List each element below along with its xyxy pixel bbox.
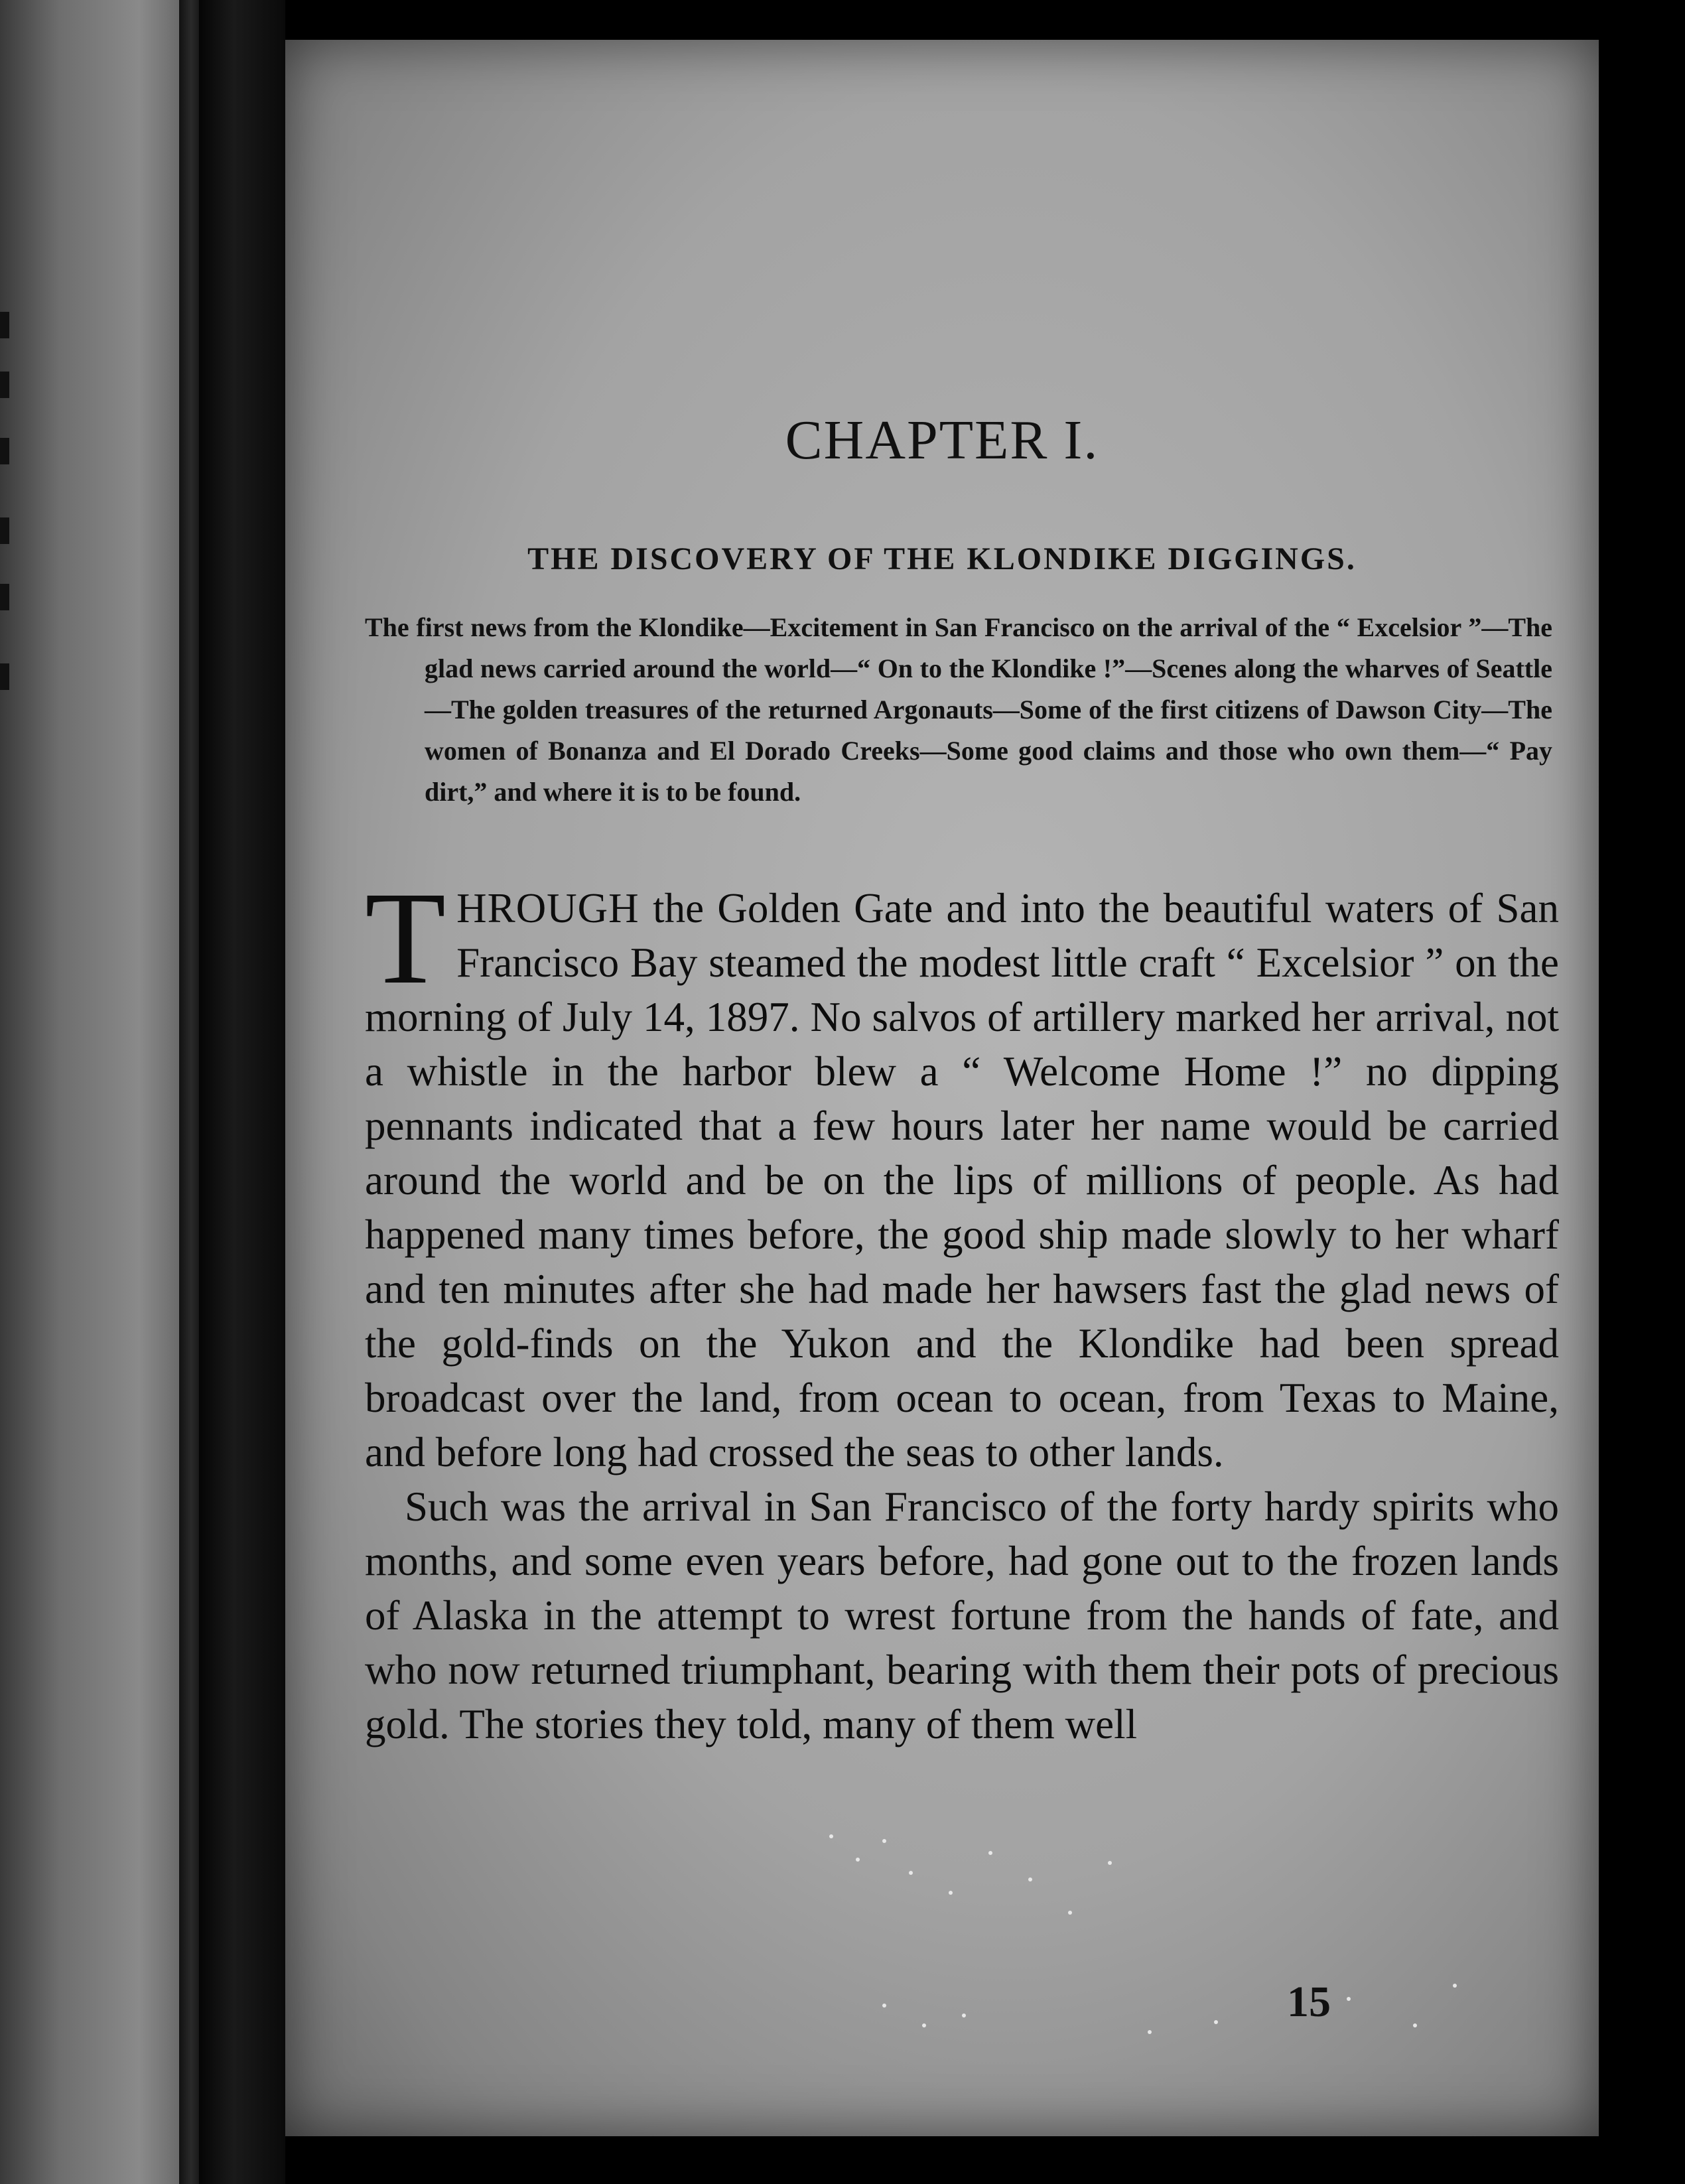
speckle: [1347, 1997, 1351, 2001]
margin-mark: [0, 438, 9, 464]
speckle: [988, 1851, 992, 1855]
drop-cap: T: [365, 865, 446, 1012]
body-text: [365, 865, 1559, 1751]
speckle: [1148, 2030, 1152, 2034]
page-number: 15: [1287, 1978, 1331, 2026]
speckle: [962, 2013, 966, 2017]
speckle: [922, 2023, 926, 2027]
first-word-rest: HROUGH: [456, 885, 640, 931]
paragraph-text: the Golden Gate and into the beautiful waters of San Francisco Bay steamed the modest little craft “ Excelsior ” on the morning of July 14, 1897. No salvos of artillery marked her arrival, not a whistle in the harbor blew a “ Welcome Home !” no dipping pennants indicated that a few hours later her name would be carried around the world and be on the lips of millions of people. As had happened many times before, the good ship made slowly to her wharf and ten minutes after she had made her hawsers fast the glad news of the gold-finds on the Yukon and the Klondike had been spread broadcast over the land, from ocean to ocean, from Texas to Maine, and before long had crossed the seas to other lands.: [365, 885, 1559, 1475]
paragraph: [365, 865, 1559, 1479]
paragraph: Such was the arrival in San Francisco of the forty hardy spirits who months, and some even years before, had gone out to the frozen lands of Alaska in the attempt to wrest fortune from the hands of fate, and who now returned triumphant, bearing with them their pots of precious gold. The stories they told, many of them well: [365, 1483, 1559, 1747]
margin-mark: [0, 584, 9, 610]
speckle: [856, 1858, 860, 1862]
speckle: [829, 1834, 833, 1838]
margin-mark: [0, 372, 9, 398]
binding-gutter: [199, 0, 285, 2184]
speckle: [882, 2004, 886, 2008]
margin-mark: [0, 517, 9, 544]
speckle: [909, 1871, 913, 1875]
margin-mark: [0, 312, 9, 338]
chapter-number: CHAPTER I.: [785, 409, 1099, 471]
speckle: [1214, 2020, 1218, 2024]
speckle: [1453, 1984, 1457, 1988]
chapter-title: THE DISCOVERY OF THE KLONDIKE DIGGINGS.: [527, 541, 1357, 577]
book-page: [285, 40, 1599, 2136]
facing-page-edge: [0, 0, 199, 2184]
chapter-synopsis: The first news from the Klondike—Excitement in San Francisco on the arrival of the “ Excelsior ”—The glad news carried around the world—“ On to the Klondike !”—Scenes along the wharves of Seattle—The golden treasures of the returned Argonauts—Some of the first citizens of Dawson City—The women of Bonanza and El Dorado Creeks—Some good claims and those who own them—“ Pay dirt,” and where it is to be found.: [365, 612, 1552, 807]
speckle: [1068, 1911, 1072, 1915]
speckle: [882, 1839, 886, 1843]
speckle: [949, 1891, 953, 1895]
speckle: [1028, 1877, 1032, 1881]
speckle: [1108, 1861, 1112, 1865]
speckle: [1413, 2023, 1417, 2027]
margin-mark: [0, 663, 9, 690]
